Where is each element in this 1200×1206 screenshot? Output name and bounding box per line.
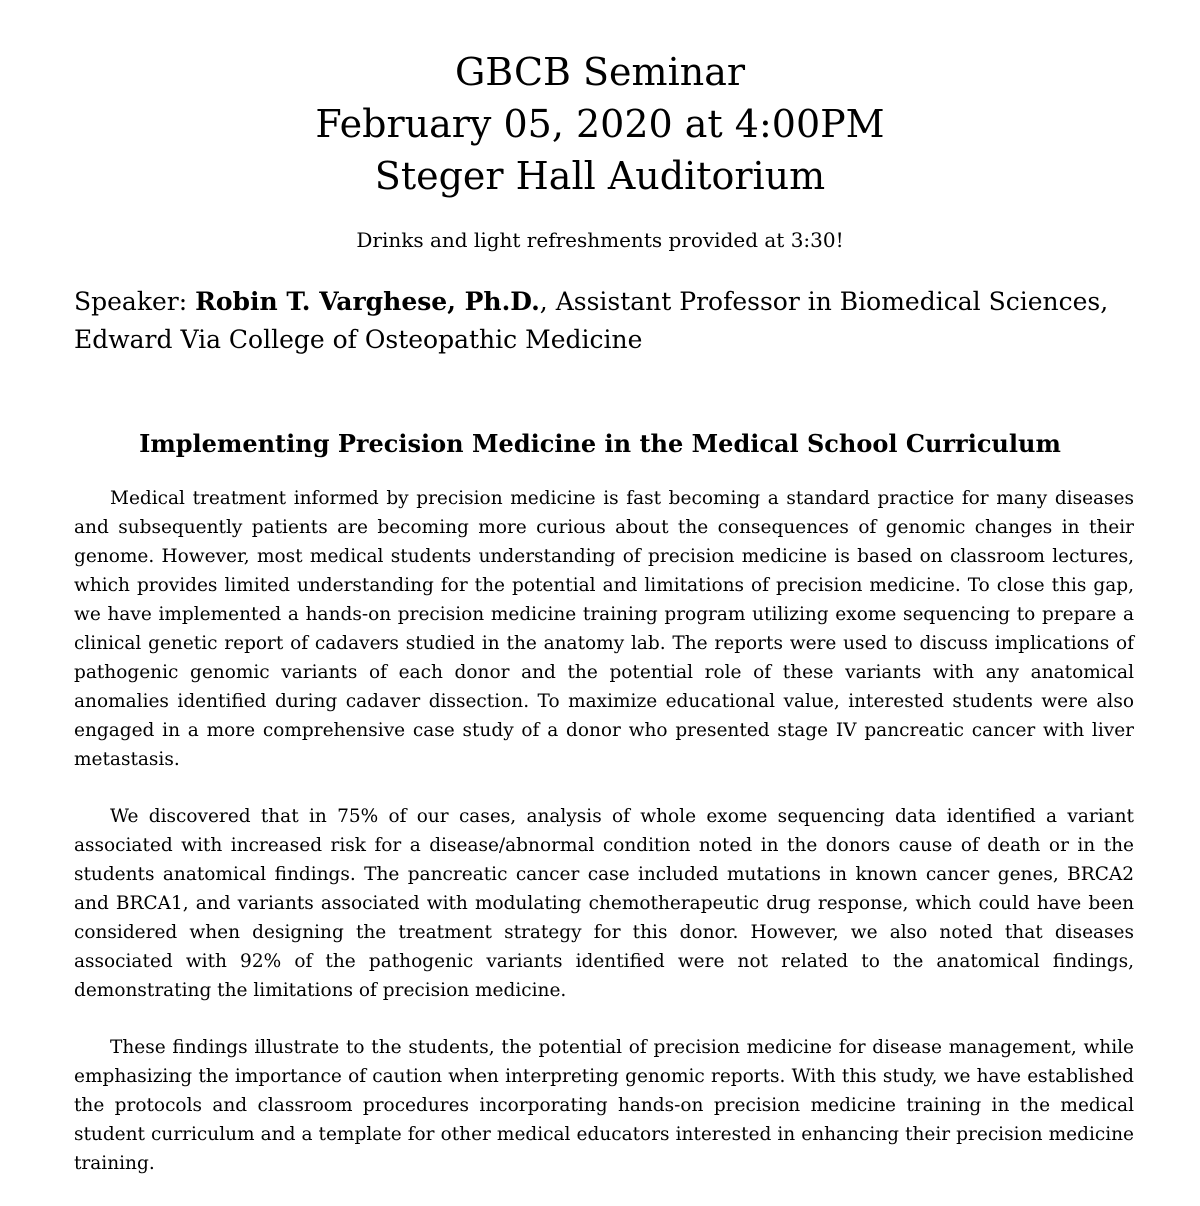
seminar-datetime: February 05, 2020 at 4:00PM (315, 102, 885, 146)
speaker-affiliation: , Assistant Professor in Biomedical Sciences, Edward Via College of Osteopathic Medicine (74, 287, 1109, 354)
speaker-info (74, 283, 1144, 359)
speaker-label: Speaker: (74, 287, 196, 316)
abstract-paragraph: We discovered that in 75% of our cases, analysis of whole exome sequencing data identified a variant associated with increased risk for a disease/abnormal condition noted in the donors cause of death or in the students anatomical findings. The pancreatic cancer case included mutations in known cancer genes, BRCA2 and BRCA1, and variants associated with modulating chemotherapeutic drug response, which could have been considered when designing the treatment strategy for this donor. However, we also noted that diseases associated with 92% of the pathogenic variants identified were not related to the anatomical findings, demonstrating the limitations of precision medicine. (74, 806, 1134, 1001)
abstract-paragraph: These findings illustrate to the students, the potential of precision medicine for disease management, while emphasizing the importance of caution when interpreting genomic reports. With this study, we have established the protocols and classroom procedures incorporating hands-on precision medicine training in the medical student curriculum and a template for other medical educators interested in enhancing their precision medicine training. (74, 1037, 1134, 1174)
talk-title: Implementing Precision Medicine in the Medical School Curriculum (139, 429, 1061, 458)
seminar-header (0, 46, 1200, 202)
seminar-title: GBCB Seminar (454, 50, 746, 94)
refreshments-note: Drinks and light refreshments provided at 3:30! (356, 228, 844, 252)
abstract-paragraph: Medical treatment informed by precision medicine is fast becoming a standard practice for many diseases and subsequently patients are becoming more curious about the consequences of genomic changes in their genome. However, most medical students understanding of precision medicine is based on classroom lectures, which provides limited understanding for the potential and limitations of precision medicine. To close this gap, we have implemented a hands-on precision medicine training program utilizing exome sequencing to prepare a clinical genetic report of cadavers studied in the anatomy lab. The reports were used to discuss implications of pathogenic genomic variants of each donor and the potential role of these variants with any anatomical anomalies identified during cadaver dissection. To maximize educational value, interested students were also engaged in a more comprehensive case study of a donor who presented stage IV pancreatic cancer with liver metastasis. (74, 488, 1134, 770)
abstract (74, 484, 1134, 1206)
seminar-location: Steger Hall Auditorium (374, 154, 826, 198)
speaker-name: Robin T. Varghese, Ph.D. (195, 287, 540, 316)
